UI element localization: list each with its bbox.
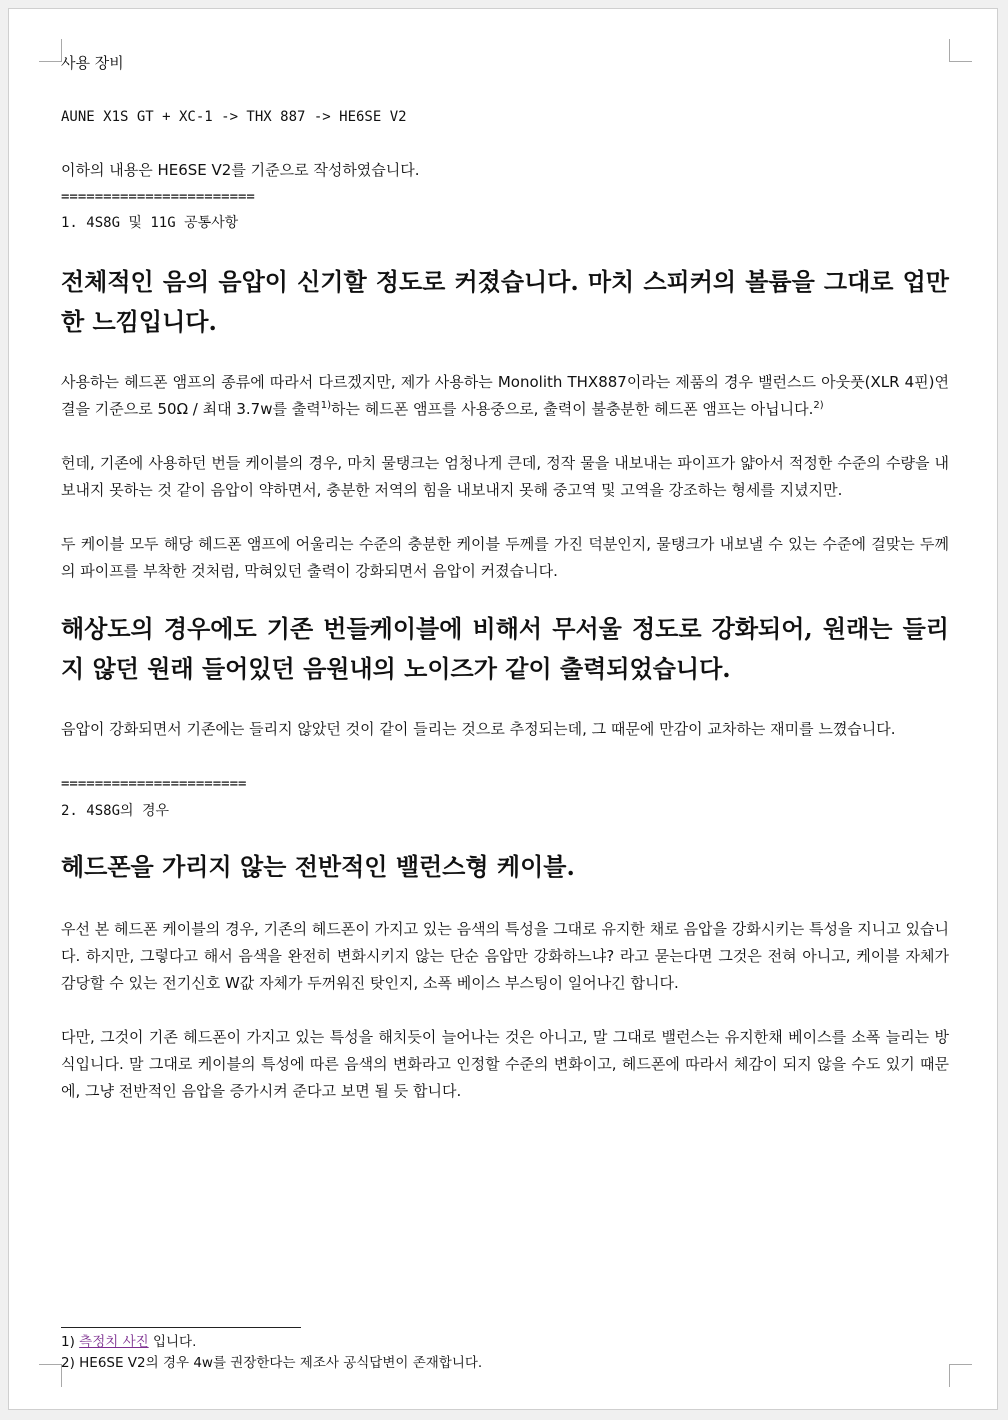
separator-2: ====================== [61,776,247,792]
paragraph-6: 다만, 그것이 기존 헤드폰이 가지고 있는 특성을 해치듯이 늘어나는 것은 아니고, 말 그대로 밸런스는 유지한채 베이스를 소폭 늘리는 방식입니다. 말 그대로 케이블의 특성에 따른 음색의 변화라고 인정할 수준의 변화이고, 헤드폰에 따라서 체감이 되지 않을 수도 있기 때문에, 그냥 전반적인 음압을 증가시켜 준다고 보면 될 듯 합니다. [61,1028,949,1100]
paragraph-4: 음압이 강화되면서 기존에는 들리지 않았던 것이 같이 들리는 것으로 추정되는데, 그 때문에 만감이 교차하는 재미를 느꼈습니다. [61,720,896,738]
footnote-1-link[interactable]: 측정치 사진 [79,1334,149,1350]
section-2-title: 2. 4S8G의 경우 [61,803,170,819]
heading-3: 헤드폰을 가리지 않는 전반적인 밸런스형 케이블. [61,852,575,881]
heading-2: 해상도의 경우에도 기존 번들케이블에 비해서 무서울 정도로 강화되어, 원래는 들리지 않던 원래 들어있던 음원내의 노이즈가 같이 출력되었습니다. [61,614,949,683]
separator-1: ======================= [61,189,255,205]
heading-1: 전체적인 음의 음압이 신기할 정도로 커졌습니다. 마치 스피커의 볼륨을 그대로 업만 한 느낌입니다. [61,267,949,336]
paragraph-1-part-b: 하는 헤드폰 앰프를 사용중으로, 출력이 불충분한 헤드폰 앰프는 아닙니다. [331,400,814,418]
paragraph-1-part-a: 사용하는 헤드폰 앰프의 종류에 따라서 다르겠지만, 제가 사용하는 Monolith THX887이라는 제품의 경우 밸런스드 아웃풋(XLR 4핀)연결을 기준으로 50Ω / 최대 3.7w를 출력 [61,373,949,418]
crop-mark-top-right [949,39,972,62]
footnote-1-number: 1) [61,1334,75,1350]
section-1-title: 1. 4S8G 및 11G 공통사항 [61,215,239,231]
equipment-chain: AUNE X1S GT + XC-1 -> THX 887 -> HE6SE V2 [61,109,407,125]
equipment-label: 사용 장비 [61,54,124,72]
basis-note: 이하의 내용은 HE6SE V2를 기준으로 작성하였습니다. [61,161,420,179]
footnote-ref-2[interactable]: 2) [813,400,824,411]
paragraph-1 [61,369,949,423]
footnote-1-text: 입니다. [148,1334,197,1350]
paragraph-2: 헌데, 기존에 사용하던 번들 케이블의 경우, 마치 물탱크는 엄청나게 큰데, 정작 물을 내보내는 파이프가 얇아서 적정한 수준의 수량을 내보내지 못하는 것 같이 음압이 약하면서, 충분한 저역의 힘을 내보내지 못해 중고역 및 고역을 강조하는 형세를 지녔지만. [61,454,949,499]
crop-mark-bottom-left [39,1364,62,1387]
footnote-2-number: 2) [61,1355,75,1371]
footnote-2-text: HE6SE V2의 경우 4w를 권장한다는 제조사 공식답변이 존재합니다. [74,1355,483,1371]
paragraph-3: 두 케이블 모두 해당 헤드폰 앰프에 어울리는 수준의 충분한 케이블 두께를 가진 덕분인지, 물탱크가 내보낼 수 있는 수준에 걸맞는 두께의 파이프를 부착한 것처럼, 막혀있던 출력이 강화되면서 음압이 커졌습니다. [61,535,949,580]
crop-mark-top-left [39,39,62,62]
crop-mark-bottom-right [949,1364,972,1387]
paragraph-5: 우선 본 헤드폰 케이블의 경우, 기존의 헤드폰이 가지고 있는 음색의 특성을 그대로 유지한 채로 음압을 강화시키는 특성을 지니고 있습니다. 하지만, 그렇다고 해서 음색을 완전히 변화시키지 않는 단순 음압만 강화하느냐? 라고 묻는다면 그것은 전혀 아니고, 케이블 자체가 감당할 수 있는 전기신호 W값 자체가 두꺼워진 탓인지, 소폭 베이스 부스팅이 일어나긴 합니다. [61,920,949,992]
document-page [8,8,998,1410]
footnote-2 [61,1353,482,1373]
footnote-ref-1[interactable]: 1) [320,400,331,411]
footnote-separator [61,1327,301,1328]
footnote-1 [61,1332,196,1352]
